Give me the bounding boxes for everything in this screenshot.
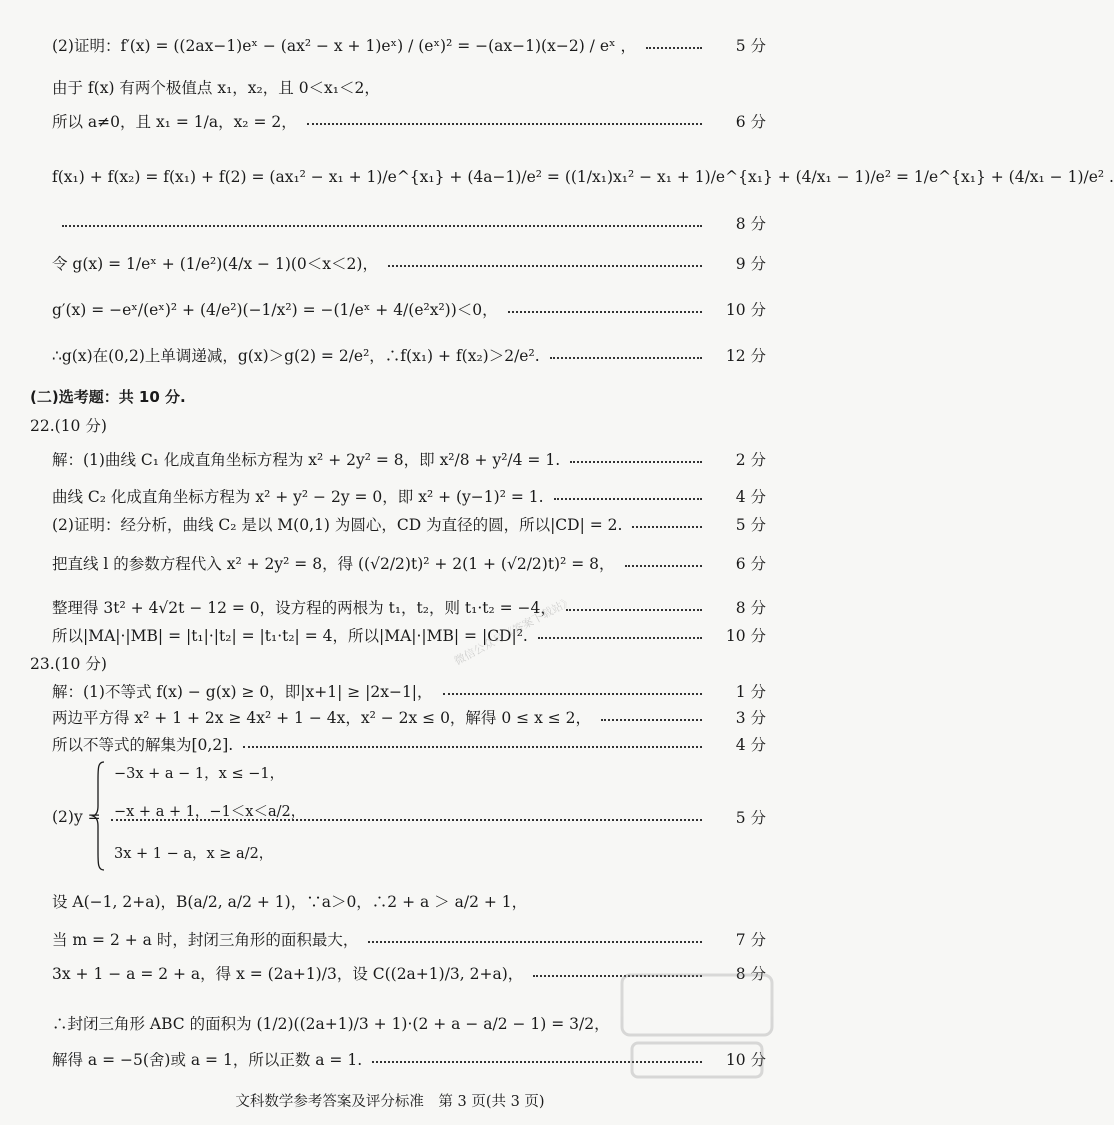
dot-leader [368,941,702,943]
answer-line-text: 3x + 1 − a = 2 + a，得 x = (2a+1)/3，设 C((2a+1)/3, 2+a)， [52,965,524,983]
dot-leader [550,357,702,359]
watermark-logo-icon [622,965,772,1085]
score-points: 6 分 [735,113,766,131]
dot-leader [601,719,702,721]
answer-line-text: (2)证明：经分析，曲线 C₂ 是以 M(0,1) 为圆心，CD 为直径的圆，所以|CD| = 2. [52,516,623,534]
score-points: 6 分 [735,555,766,573]
answer-line-text: 所以 a≠0，且 x₁ = 1/a，x₂ = 2， [52,113,297,131]
score-points: 1 分 [735,683,766,701]
answer-line-text: 把直线 l 的参数方程代入 x² + 2y² = 8，得 ((√2/2)t)² + 2(1 + (√2/2)t)² = 8， [52,555,615,573]
score-points: 4 分 [735,488,766,506]
answer-line [0,386,780,407]
answer-line [0,110,780,132]
answer-line-text: 所以不等式的解集为[0,2]. [52,736,234,754]
answer-line-text: 23.(10 分) [30,655,107,673]
answer-line-text: f(x₁) + f(x₂) = f(x₁) + f(2) = (ax₁² − x₁ + 1)/e^{x₁} + (4a−1)/e² = ((1/x₁)x₁² − x₁ + 1)/e^{x₁} + (4/x₁ − 1)/e² = 1/e^{x₁} + (4/x₁ − 1)/e² . [52,168,1114,186]
piecewise-case: 3x + 1 − a，x ≥ a/2， [114,846,274,862]
answer-line-text: 两边平方得 x² + 1 + 2x ≥ 4x² + 1 − 4x，x² − 2x ≤ 0，解得 0 ≤ x ≤ 2， [52,709,592,727]
answer-line-text: 设 A(−1, 2+a)，B(a/2, a/2 + 1)，∵a＞0，∴2 + a ＞ a/2 + 1， [52,893,528,911]
answer-line [0,552,780,574]
answer-line-text: 所以|MA|·|MB| = |t₁|·|t₂| = |t₁·t₂| = 4，所以|MA|·|MB| = |CD|². [52,627,528,645]
answer-line-text: (二)选考题：共 10 分. [30,388,186,406]
score-points: 3 分 [735,709,766,727]
answer-line-text: 解：(1)不等式 f(x) − g(x) ≥ 0，即|x+1| ≥ |2x−1|， [52,683,433,701]
answer-line [0,34,780,56]
answer-line-text: (2)证明：f′(x) = ((2ax−1)eˣ − (ax² − x + 1)eˣ) / (eˣ)² = −(ax−1)(x−2) / eˣ ， [52,37,636,55]
answer-line-text: (2)y = [52,808,101,826]
dot-leader [388,265,702,267]
dot-leader [646,47,702,49]
dot-leader [632,526,702,528]
score-points: 5 分 [735,516,766,534]
piecewise-case: −x + a + 1，−1＜x＜a/2， [114,804,306,820]
dot-leader [62,225,702,227]
answer-line [0,706,780,728]
score-points: 4 分 [735,736,766,754]
dot-leader [625,565,702,567]
piecewise-brace [92,760,106,872]
answer-line [0,513,780,535]
answer-line-text: 曲线 C₂ 化成直角坐标方程为 x² + y² − 2y = 0，即 x² + (y−1)² = 1. [52,488,544,506]
answer-line [0,344,780,366]
page-footer: 文科数学参考答案及评分标准 第 3 页(共 3 页) [235,1094,545,1110]
score-points: 10 分 [725,301,766,319]
answer-line [0,168,1114,186]
answer-line [0,414,780,436]
dot-leader [508,311,702,313]
answer-line [0,448,780,470]
answer-line [0,212,780,234]
answer-line-text: 22.(10 分) [30,417,107,435]
answer-line [0,485,780,507]
answer-line-text: 令 g(x) = 1/eˣ + (1/e²)(4/x − 1)(0＜x＜2)， [52,255,378,273]
dot-leader [570,461,702,463]
answer-line [0,596,780,618]
stamp-text: 微信公众号《答案下载站》 [452,594,575,668]
piecewise-case: −3x + a − 1，x ≤ −1， [114,766,285,782]
score-points: 10 分 [725,1051,766,1069]
score-points: 9 分 [735,255,766,273]
score-points: 7 分 [735,931,766,949]
answer-line [0,298,780,320]
answer-line [0,890,780,912]
answer-line-text: 解得 a = −5(舍)或 a = 1，所以正数 a = 1. [52,1051,363,1069]
answer-line-text: ∴g(x)在(0,2)上单调递减，g(x)＞g(2) = 2/e²，∴f(x₁) + f(x₂)＞2/e². [52,347,540,365]
score-points: 2 分 [735,451,766,469]
answer-line-text: ∴封闭三角形 ABC 的面积为 (1/2)((2a+1)/3 + 1)·(2 + a − a/2 − 1) = 3/2， [52,1015,610,1033]
answer-line [0,928,780,950]
score-points: 8 分 [735,965,766,983]
answer-line [0,252,780,274]
score-points: 5 分 [735,37,766,55]
answer-line-text: 整理得 3t² + 4√2t − 12 = 0，设方程的两根为 t₁，t₂，则 t₁·t₂ = −4， [52,599,556,617]
dot-leader [243,746,702,748]
answer-line-text: 解：(1)曲线 C₁ 化成直角坐标方程为 x² + 2y² = 8，即 x²/8 + y²/4 = 1. [52,451,561,469]
score-points: 5 分 [735,809,766,827]
answer-line-text: g′(x) = −eˣ/(eˣ)² + (4/e²)(−1/x²) = −(1/eˣ + 4/(e²x²))＜0， [52,301,498,319]
answer-line [0,733,780,755]
dot-leader [554,498,702,500]
answer-line-text: 当 m = 2 + a 时，封闭三角形的面积最大， [52,931,359,949]
score-points: 8 分 [735,215,766,233]
answer-line-text: 由于 f(x) 有两个极值点 x₁，x₂，且 0＜x₁＜2， [52,79,380,97]
score-points: 10 分 [725,627,766,645]
answer-line [0,76,780,98]
score-points: 12 分 [725,347,766,365]
score-points: 8 分 [735,599,766,617]
dot-leader [307,123,702,125]
